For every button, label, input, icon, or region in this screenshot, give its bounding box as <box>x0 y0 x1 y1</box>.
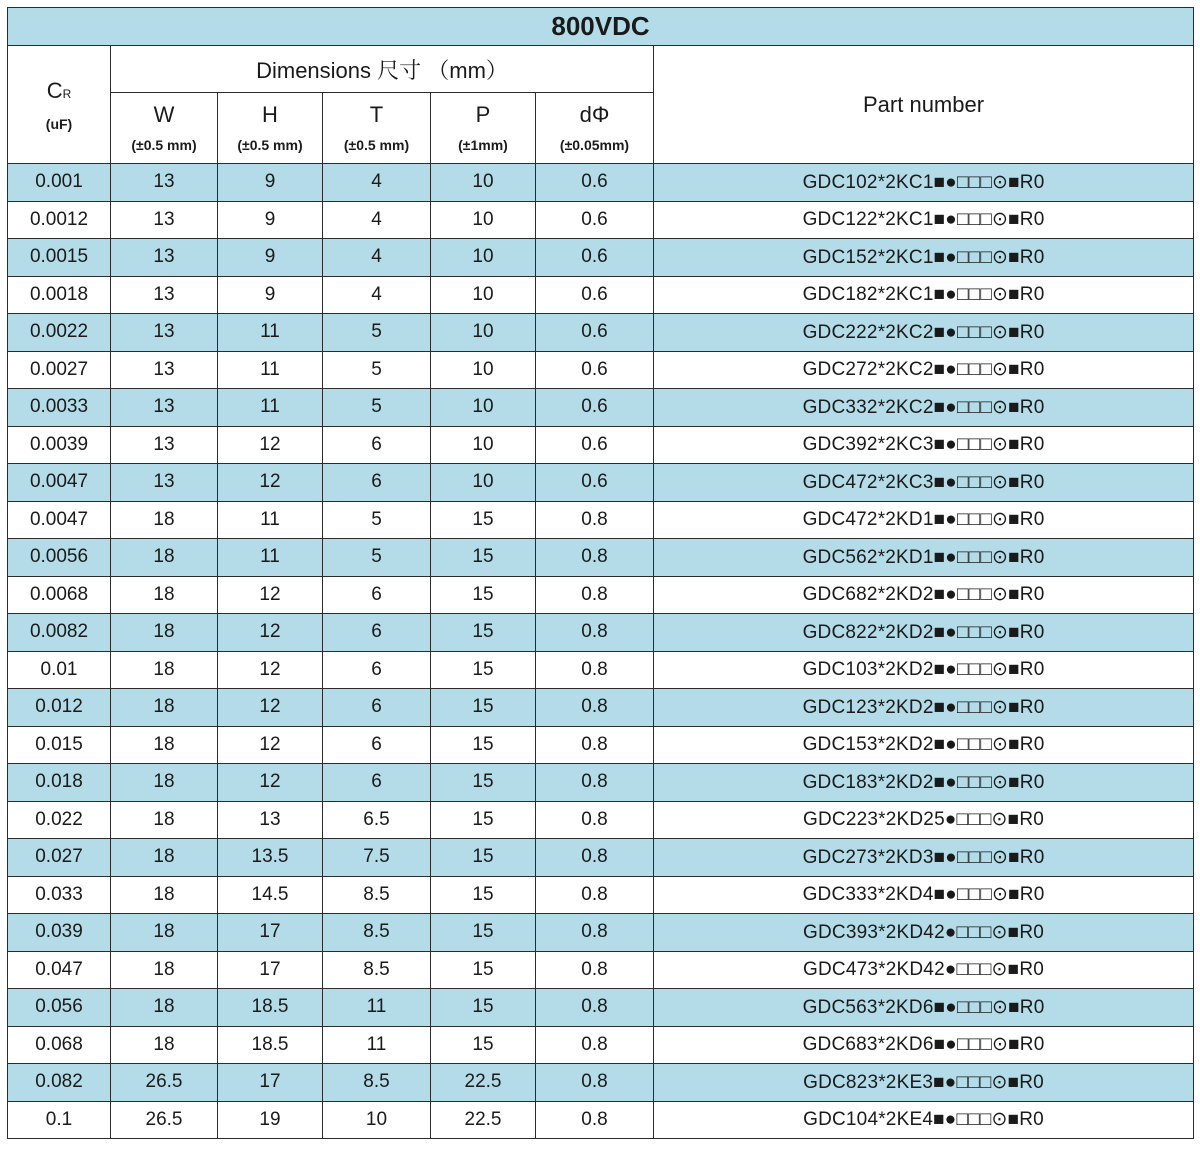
part-number-cell: GDC562*2KD1■●□□□⊙■R0 <box>654 539 1194 577</box>
p-cell: 15 <box>431 539 536 577</box>
part-number-cell: GDC153*2KD2■●□□□⊙■R0 <box>654 726 1194 764</box>
h-cell: 19 <box>218 1101 323 1139</box>
part-number-cell: GDC332*2KC2■●□□□⊙■R0 <box>654 389 1194 427</box>
cr-symbol: C <box>46 77 63 103</box>
col-tolerance: (±0.5 mm) <box>131 136 197 153</box>
p-cell: 15 <box>431 839 536 877</box>
col-header-w <box>111 93 218 164</box>
t-cell: 6 <box>323 576 431 614</box>
p-cell: 15 <box>431 801 536 839</box>
col-tolerance: (±0.05mm) <box>559 136 630 153</box>
d-cell: 0.6 <box>536 201 654 239</box>
d-cell: 0.8 <box>536 839 654 877</box>
h-cell: 11 <box>218 314 323 352</box>
spec-table-container <box>7 7 1193 1139</box>
cr-cell: 0.0056 <box>8 539 111 577</box>
w-cell: 13 <box>111 314 218 352</box>
p-cell: 15 <box>431 726 536 764</box>
p-cell: 15 <box>431 764 536 802</box>
p-cell: 15 <box>431 951 536 989</box>
p-cell: 15 <box>431 501 536 539</box>
part-number-cell: GDC473*2KD42●□□□⊙■R0 <box>654 951 1194 989</box>
d-cell: 0.8 <box>536 951 654 989</box>
table-row <box>8 614 1194 652</box>
t-cell: 6 <box>323 614 431 652</box>
part-number-cell: GDC392*2KC3■●□□□⊙■R0 <box>654 426 1194 464</box>
h-cell: 12 <box>218 764 323 802</box>
t-cell: 10 <box>323 1101 431 1139</box>
table-row <box>8 239 1194 277</box>
table-row <box>8 276 1194 314</box>
d-cell: 0.6 <box>536 351 654 389</box>
p-cell: 15 <box>431 1026 536 1064</box>
p-cell: 10 <box>431 464 536 502</box>
h-cell: 9 <box>218 239 323 277</box>
part-number-cell: GDC182*2KC1■●□□□⊙■R0 <box>654 276 1194 314</box>
table-row <box>8 201 1194 239</box>
col-tolerance: (±0.5 mm) <box>343 136 410 153</box>
cr-cell: 0.047 <box>8 951 111 989</box>
cr-cell: 0.033 <box>8 876 111 914</box>
col-label: T <box>369 102 384 128</box>
p-cell: 15 <box>431 689 536 727</box>
cr-cell: 0.001 <box>8 164 111 202</box>
table-row <box>8 1101 1194 1139</box>
w-cell: 18 <box>111 914 218 952</box>
part-number-cell: GDC393*2KD42●□□□⊙■R0 <box>654 914 1194 952</box>
table-row <box>8 689 1194 727</box>
part-number-cell: GDC222*2KC2■●□□□⊙■R0 <box>654 314 1194 352</box>
p-cell: 10 <box>431 426 536 464</box>
d-cell: 0.8 <box>536 914 654 952</box>
part-number-cell: GDC223*2KD25●□□□⊙■R0 <box>654 801 1194 839</box>
h-cell: 17 <box>218 914 323 952</box>
p-cell: 15 <box>431 876 536 914</box>
part-number-cell: GDC104*2KE4■●□□□⊙■R0 <box>654 1101 1194 1139</box>
p-cell: 10 <box>431 314 536 352</box>
table-row <box>8 389 1194 427</box>
p-cell: 15 <box>431 576 536 614</box>
t-cell: 11 <box>323 1026 431 1064</box>
cr-cell: 0.0027 <box>8 351 111 389</box>
cr-cell: 0.0068 <box>8 576 111 614</box>
t-cell: 8.5 <box>323 1064 431 1102</box>
w-cell: 18 <box>111 1026 218 1064</box>
table-row <box>8 314 1194 352</box>
table-row <box>8 951 1194 989</box>
t-cell: 6.5 <box>323 801 431 839</box>
col-tolerance: (±0.5 mm) <box>237 136 303 153</box>
table-row <box>8 651 1194 689</box>
t-cell: 8.5 <box>323 951 431 989</box>
part-number-header: Part number <box>654 46 1194 164</box>
part-number-cell: GDC103*2KD2■●□□□⊙■R0 <box>654 651 1194 689</box>
part-number-cell: GDC822*2KD2■●□□□⊙■R0 <box>654 614 1194 652</box>
w-cell: 13 <box>111 201 218 239</box>
table-row <box>8 876 1194 914</box>
w-cell: 13 <box>111 464 218 502</box>
h-cell: 14.5 <box>218 876 323 914</box>
w-cell: 18 <box>111 539 218 577</box>
w-cell: 18 <box>111 989 218 1027</box>
cr-cell: 0.1 <box>8 1101 111 1139</box>
table-row <box>8 426 1194 464</box>
w-cell: 13 <box>111 389 218 427</box>
table-row <box>8 501 1194 539</box>
table-row <box>8 351 1194 389</box>
cr-cell: 0.0039 <box>8 426 111 464</box>
table-row <box>8 764 1194 802</box>
col-header-d <box>536 93 654 164</box>
h-cell: 12 <box>218 689 323 727</box>
table-row <box>8 539 1194 577</box>
table-row <box>8 801 1194 839</box>
cr-cell: 0.0015 <box>8 239 111 277</box>
w-cell: 13 <box>111 239 218 277</box>
t-cell: 4 <box>323 239 431 277</box>
w-cell: 13 <box>111 426 218 464</box>
cr-cell: 0.068 <box>8 1026 111 1064</box>
t-cell: 5 <box>323 389 431 427</box>
h-cell: 11 <box>218 539 323 577</box>
h-cell: 17 <box>218 1064 323 1102</box>
h-cell: 18.5 <box>218 989 323 1027</box>
t-cell: 6 <box>323 426 431 464</box>
cr-cell: 0.0033 <box>8 389 111 427</box>
w-cell: 18 <box>111 614 218 652</box>
w-cell: 18 <box>111 501 218 539</box>
t-cell: 8.5 <box>323 876 431 914</box>
h-cell: 13.5 <box>218 839 323 877</box>
p-cell: 22.5 <box>431 1101 536 1139</box>
part-number-cell: GDC472*2KD1■●□□□⊙■R0 <box>654 501 1194 539</box>
dimensions-header: Dimensions 尺寸 （mm） <box>111 46 654 93</box>
w-cell: 26.5 <box>111 1064 218 1102</box>
t-cell: 6 <box>323 651 431 689</box>
cr-cell: 0.0022 <box>8 314 111 352</box>
cr-cell: 0.027 <box>8 839 111 877</box>
t-cell: 6 <box>323 764 431 802</box>
t-cell: 11 <box>323 989 431 1027</box>
d-cell: 0.8 <box>536 576 654 614</box>
p-cell: 10 <box>431 389 536 427</box>
part-number-cell: GDC272*2KC2■●□□□⊙■R0 <box>654 351 1194 389</box>
cr-cell: 0.022 <box>8 801 111 839</box>
p-cell: 10 <box>431 351 536 389</box>
h-cell: 13 <box>218 801 323 839</box>
h-cell: 12 <box>218 426 323 464</box>
w-cell: 18 <box>111 651 218 689</box>
t-cell: 5 <box>323 314 431 352</box>
w-cell: 18 <box>111 839 218 877</box>
cr-cell: 0.082 <box>8 1064 111 1102</box>
d-cell: 0.6 <box>536 464 654 502</box>
t-cell: 4 <box>323 164 431 202</box>
d-cell: 0.8 <box>536 726 654 764</box>
d-cell: 0.8 <box>536 764 654 802</box>
h-cell: 11 <box>218 351 323 389</box>
cr-cell: 0.01 <box>8 651 111 689</box>
table-body <box>8 164 1194 1139</box>
table-row <box>8 726 1194 764</box>
part-number-cell: GDC183*2KD2■●□□□⊙■R0 <box>654 764 1194 802</box>
w-cell: 13 <box>111 276 218 314</box>
col-label: H <box>262 102 278 128</box>
p-cell: 22.5 <box>431 1064 536 1102</box>
d-cell: 0.8 <box>536 501 654 539</box>
t-cell: 8.5 <box>323 914 431 952</box>
t-cell: 6 <box>323 726 431 764</box>
d-cell: 0.6 <box>536 239 654 277</box>
t-cell: 4 <box>323 276 431 314</box>
d-cell: 0.8 <box>536 1101 654 1139</box>
h-cell: 18.5 <box>218 1026 323 1064</box>
cr-cell: 0.039 <box>8 914 111 952</box>
p-cell: 10 <box>431 164 536 202</box>
col-tolerance: (±1mm) <box>458 136 508 153</box>
part-number-cell: GDC102*2KC1■●□□□⊙■R0 <box>654 164 1194 202</box>
part-number-cell: GDC472*2KC3■●□□□⊙■R0 <box>654 464 1194 502</box>
part-number-cell: GDC563*2KD6■●□□□⊙■R0 <box>654 989 1194 1027</box>
d-cell: 0.6 <box>536 276 654 314</box>
t-cell: 5 <box>323 501 431 539</box>
table-row <box>8 914 1194 952</box>
table-title: 800VDC <box>8 8 1194 46</box>
w-cell: 13 <box>111 351 218 389</box>
d-cell: 0.8 <box>536 1064 654 1102</box>
table-row <box>8 839 1194 877</box>
w-cell: 18 <box>111 951 218 989</box>
p-cell: 15 <box>431 651 536 689</box>
d-cell: 0.8 <box>536 1026 654 1064</box>
t-cell: 5 <box>323 539 431 577</box>
t-cell: 4 <box>323 201 431 239</box>
col-label: dΦ <box>579 102 610 128</box>
part-number-cell: GDC122*2KC1■●□□□⊙■R0 <box>654 201 1194 239</box>
h-cell: 11 <box>218 501 323 539</box>
col-header-t <box>323 93 431 164</box>
h-cell: 12 <box>218 614 323 652</box>
h-cell: 9 <box>218 276 323 314</box>
p-cell: 15 <box>431 614 536 652</box>
w-cell: 18 <box>111 764 218 802</box>
part-number-cell: GDC823*2KE3■●□□□⊙■R0 <box>654 1064 1194 1102</box>
d-cell: 0.8 <box>536 614 654 652</box>
h-cell: 12 <box>218 576 323 614</box>
h-cell: 12 <box>218 726 323 764</box>
cr-cell: 0.0018 <box>8 276 111 314</box>
w-cell: 18 <box>111 576 218 614</box>
d-cell: 0.8 <box>536 876 654 914</box>
table-row <box>8 1026 1194 1064</box>
cr-cell: 0.0082 <box>8 614 111 652</box>
d-cell: 0.8 <box>536 651 654 689</box>
part-number-cell: GDC682*2KD2■●□□□⊙■R0 <box>654 576 1194 614</box>
h-cell: 17 <box>218 951 323 989</box>
capacitor-spec-table <box>7 7 1194 1139</box>
cr-cell: 0.018 <box>8 764 111 802</box>
h-cell: 9 <box>218 201 323 239</box>
w-cell: 26.5 <box>111 1101 218 1139</box>
d-cell: 0.8 <box>536 801 654 839</box>
h-cell: 12 <box>218 464 323 502</box>
d-cell: 0.6 <box>536 314 654 352</box>
cr-cell: 0.056 <box>8 989 111 1027</box>
w-cell: 18 <box>111 876 218 914</box>
p-cell: 15 <box>431 914 536 952</box>
table-row <box>8 989 1194 1027</box>
part-number-cell: GDC333*2KD4■●□□□⊙■R0 <box>654 876 1194 914</box>
w-cell: 18 <box>111 689 218 727</box>
d-cell: 0.6 <box>536 164 654 202</box>
cr-unit: (uF) <box>45 115 73 132</box>
w-cell: 18 <box>111 801 218 839</box>
cr-cell: 0.0012 <box>8 201 111 239</box>
d-cell: 0.8 <box>536 689 654 727</box>
col-label: W <box>153 102 175 128</box>
cr-cell: 0.0047 <box>8 464 111 502</box>
cr-header <box>8 46 111 164</box>
part-number-cell: GDC273*2KD3■●□□□⊙■R0 <box>654 839 1194 877</box>
d-cell: 0.6 <box>536 426 654 464</box>
col-label: P <box>475 102 491 128</box>
w-cell: 13 <box>111 164 218 202</box>
cr-subscript: R <box>62 86 72 101</box>
d-cell: 0.6 <box>536 389 654 427</box>
part-number-cell: GDC123*2KD2■●□□□⊙■R0 <box>654 689 1194 727</box>
cr-cell: 0.012 <box>8 689 111 727</box>
part-number-cell: GDC152*2KC1■●□□□⊙■R0 <box>654 239 1194 277</box>
w-cell: 18 <box>111 726 218 764</box>
table-row <box>8 164 1194 202</box>
d-cell: 0.8 <box>536 989 654 1027</box>
p-cell: 10 <box>431 239 536 277</box>
part-number-cell: GDC683*2KD6■●□□□⊙■R0 <box>654 1026 1194 1064</box>
table-row <box>8 576 1194 614</box>
p-cell: 10 <box>431 201 536 239</box>
table-row <box>8 1064 1194 1102</box>
d-cell: 0.8 <box>536 539 654 577</box>
p-cell: 15 <box>431 989 536 1027</box>
col-header-h <box>218 93 323 164</box>
cr-cell: 0.0047 <box>8 501 111 539</box>
t-cell: 6 <box>323 689 431 727</box>
t-cell: 7.5 <box>323 839 431 877</box>
table-row <box>8 464 1194 502</box>
t-cell: 6 <box>323 464 431 502</box>
p-cell: 10 <box>431 276 536 314</box>
t-cell: 5 <box>323 351 431 389</box>
h-cell: 11 <box>218 389 323 427</box>
cr-cell: 0.015 <box>8 726 111 764</box>
h-cell: 9 <box>218 164 323 202</box>
h-cell: 12 <box>218 651 323 689</box>
col-header-p <box>431 93 536 164</box>
